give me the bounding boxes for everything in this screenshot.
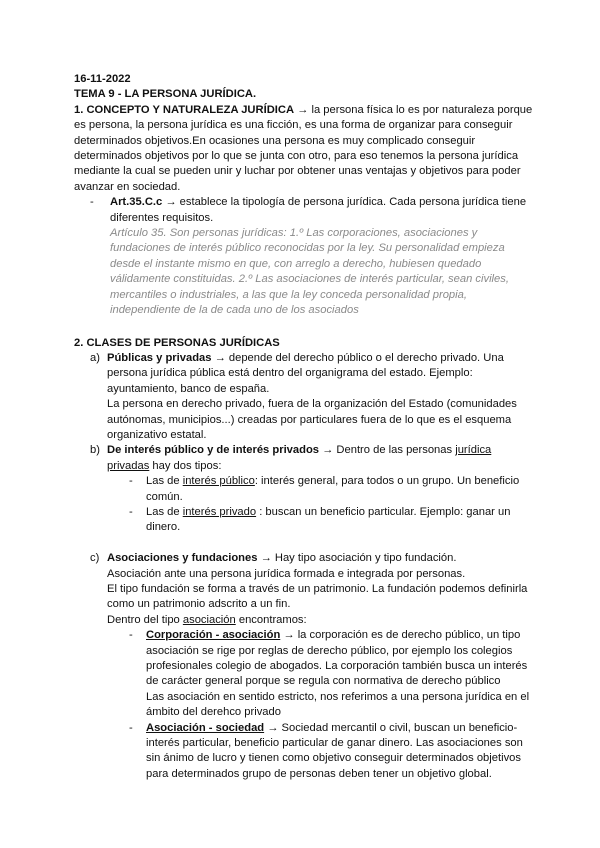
list-item-b: b) De interés público y de interés privados → Dentro de las personas jurídica privadas hay dos tipos: - Las de interés público: interés general, para todos o un grupo. Un beneficio común. - Las de interés privado : buscan un beneficio particular. Ejemplo: ganar un dinero.: [90, 443, 536, 535]
list-item-a: [90, 351, 536, 443]
list-marker: a): [90, 351, 100, 364]
arrow: →: [211, 351, 229, 364]
item-a-text2: La persona en derecho privado, fuera de la organización del Estado (comunidades autónomas, municipios...) creadas por particulares fuera de lo que es el esquema organizativo estatal.: [107, 398, 517, 441]
article-text: establece la tipología de persona jurídica. Cada persona jurídica tiene diferentes requisitos.: [110, 196, 527, 224]
item-a-text: depende del derecho público o el derecho privado. Una persona jurídica pública está dentro del organigrama del estado. Ejemplo: ayuntamiento, banco de españa.: [107, 351, 504, 395]
article-quote: Artículo 35. Son personas jurídicas: 1.º Las corporaciones, asociaciones y fundaciones de interés público reconocidas por la ley. Su personalidad empieza desde el instante mismo en que, con arreglo a derecho, hubiesen quedado válidamente constituidas. 2.º Las asociaciones de interés particular, sean civiles, mercantiles o industriales, a las que la ley conceda personalidad propia, independiente de la de cada uno de los asociados: [110, 227, 509, 317]
section1-heading: 1. CONCEPTO Y NATURALEZA JURÍDICA: [74, 103, 295, 116]
list-item-c: c) Asociaciones y fundaciones → Hay tipo asociación y tipo fundación. Asociación ante una persona jurídica formada e integrada por personas. El tipo fundación se forma a través de un patrimonio. La fundación podemos definirla como un patrimonio adscrito a un fin. Dentro del tipo asociación encontramos: - Corporación - asociación → la corporación es de derecho público, un tipo asociación se rige por reglas de derecho público, por ejemplo los colegios profesionales colegio de abogados. La corporación también busca un interés de carácter general porque se regula con normativa de derecho público Las asociación en sentido estricto, nos referimos a una persona jurídica en el ámbito del derehco privado - Asociación - sociedad → Sociedad mercantil o civil, buscan un beneficio-interés particular, beneficio particular de ganar dinero. Las asociaciones son sin ánimo de lucro y tienen como objetivo conseguir determinados objetivos para determinados grupo de personas deben tener un objetivo global.: [90, 551, 536, 782]
arrow: →: [162, 196, 180, 209]
arrow: →: [294, 103, 312, 116]
arrow: →: [257, 552, 275, 565]
section1-paragraph: [74, 103, 536, 195]
item-b-label: De interés público y de interés privados: [107, 444, 320, 457]
list-marker: c): [90, 552, 100, 565]
article-line: [110, 195, 536, 226]
sub-bullet: - Las de interés público: interés general, para todos o un grupo. Un beneficio común.: [129, 475, 520, 503]
item-a-label: Públicas y privadas: [107, 351, 212, 364]
section2-heading: 2. CLASES DE PERSONAS JURÍDICAS: [74, 336, 280, 349]
arrow: →: [319, 444, 337, 457]
item-c-label: Asociaciones y fundaciones: [107, 552, 258, 565]
arrow: →: [280, 629, 298, 642]
sub-bullet: - Corporación - asociación → la corporación es de derecho público, un tipo asociación se rige por reglas de derecho público, por ejemplo los colegios profesionales colegio de abogados. La corporación también busca un interés de carácter general porque se regula con normativa de derecho público Las asociación en sentido estricto, nos referimos a una persona jurídica en el ámbito del derehco privado: [129, 629, 530, 719]
arrow: →: [264, 721, 282, 734]
corporacion-label: Corporación - asociación: [146, 629, 281, 642]
document-body: [74, 72, 536, 782]
sub-bullet: - Asociación - sociedad → Sociedad mercantil o civil, buscan un beneficio-interés particular, beneficio particular de ganar dinero. Las asociaciones son sin ánimo de lucro y tienen como objetivo conseguir determinados objetivos para determinados grupo de personas deben tener un objetivo global.: [129, 721, 523, 780]
article-label: Art.35.C.c: [110, 196, 163, 209]
date: 16-11-2022: [74, 73, 131, 85]
article-bullet: [90, 195, 536, 318]
bullet-marker: -: [90, 196, 94, 209]
article-bullet-body: [110, 195, 536, 318]
section1-text: la persona física lo es por naturaleza porque es persona, la persona jurídica es una ficción, es una forma de organizar para conseguir determinados objetivos.En ocasiones una persona es muy complicado conseguir determinados objetivos por lo que se junta con otro, para eso tenemos la persona jurídica mediante la cual se pueden unir y luchar por obtener unas ventajas y objetivos para poder avanzar en sociedad.: [74, 103, 533, 193]
list-marker: b): [90, 444, 100, 457]
asociacion-sociedad-label: Asociación - sociedad: [146, 721, 265, 734]
sub-bullet: - Las de interés privado : buscan un beneficio particular. Ejemplo: ganar un dinero.: [129, 505, 511, 534]
page-title: TEMA 9 - LA PERSONA JURÍDICA.: [74, 88, 257, 101]
